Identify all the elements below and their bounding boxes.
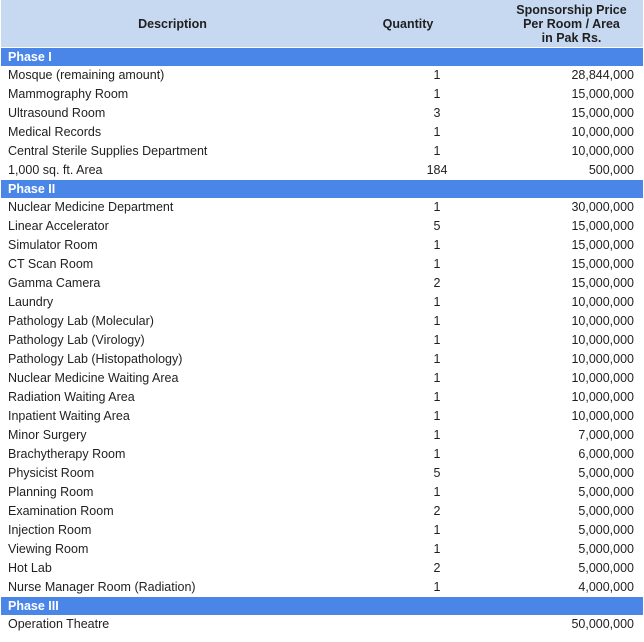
table-row: [1, 502, 643, 521]
table-row: [1, 426, 643, 445]
row-price: 10,000,000: [472, 388, 643, 407]
row-quantity: 5: [344, 464, 472, 483]
row-description: Nurse Manager Room (Radiation): [1, 578, 344, 597]
row-price: 10,000,000: [472, 123, 643, 142]
row-price: 5,000,000: [472, 464, 643, 483]
row-description: Laundry: [1, 293, 344, 312]
row-description: Inpatient Waiting Area: [1, 407, 344, 426]
row-quantity: 1: [344, 407, 472, 426]
table-row: [1, 293, 643, 312]
table-row: [1, 123, 643, 142]
row-quantity: 1: [344, 255, 472, 274]
row-price: 30,000,000: [472, 198, 643, 217]
row-quantity: 184: [344, 161, 472, 180]
table-body: [1, 48, 643, 634]
table-row: [1, 255, 643, 274]
table-row: [1, 142, 643, 161]
row-quantity: 1: [344, 388, 472, 407]
row-price: 10,000,000: [472, 331, 643, 350]
table-row: [1, 66, 643, 85]
table-row: [1, 615, 643, 634]
row-price: 15,000,000: [472, 274, 643, 293]
table-row: [1, 521, 643, 540]
row-quantity: 2: [344, 502, 472, 521]
phase-title: Phase I: [1, 48, 643, 67]
row-description: 1,000 sq. ft. Area: [1, 161, 344, 180]
row-description: Brachytherapy Room: [1, 445, 344, 464]
table-row: [1, 85, 643, 104]
row-quantity: 1: [344, 142, 472, 161]
phase-title: Phase III: [1, 597, 643, 616]
table-row: [1, 217, 643, 236]
row-description: Injection Room: [1, 521, 344, 540]
row-price: 5,000,000: [472, 540, 643, 559]
row-price: 15,000,000: [472, 104, 643, 123]
row-description: Physicist Room: [1, 464, 344, 483]
row-quantity: 3: [344, 104, 472, 123]
row-price: 10,000,000: [472, 312, 643, 331]
table-row: [1, 104, 643, 123]
row-price: 500,000: [472, 161, 643, 180]
table-row: [1, 559, 643, 578]
row-price: 4,000,000: [472, 578, 643, 597]
row-quantity: 1: [344, 426, 472, 445]
description-header: Description: [1, 0, 344, 48]
row-quantity: 1: [344, 369, 472, 388]
table-row: [1, 331, 643, 350]
row-price: 10,000,000: [472, 293, 643, 312]
row-quantity: 2: [344, 559, 472, 578]
row-quantity: 1: [344, 521, 472, 540]
phase-header-row: [1, 48, 643, 67]
row-description: Operation Theatre: [1, 615, 344, 634]
row-description: Planning Room: [1, 483, 344, 502]
row-quantity: 1: [344, 483, 472, 502]
table-row: [1, 369, 643, 388]
row-price: 5,000,000: [472, 559, 643, 578]
row-price: 15,000,000: [472, 217, 643, 236]
row-price: 7,000,000: [472, 426, 643, 445]
row-quantity: 1: [344, 540, 472, 559]
table-header-row: [1, 0, 643, 48]
row-description: CT Scan Room: [1, 255, 344, 274]
table-row: [1, 350, 643, 369]
row-description: Medical Records: [1, 123, 344, 142]
row-quantity: 1: [344, 236, 472, 255]
row-price: 5,000,000: [472, 483, 643, 502]
row-description: Linear Accelerator: [1, 217, 344, 236]
row-description: Nuclear Medicine Waiting Area: [1, 369, 344, 388]
row-price: 10,000,000: [472, 407, 643, 426]
row-description: Pathology Lab (Virology): [1, 331, 344, 350]
row-description: Pathology Lab (Histopathology): [1, 350, 344, 369]
row-quantity: 1: [344, 445, 472, 464]
row-description: Ultrasound Room: [1, 104, 344, 123]
row-description: Radiation Waiting Area: [1, 388, 344, 407]
phase-header-row: [1, 597, 643, 616]
row-description: Examination Room: [1, 502, 344, 521]
phase-header-row: [1, 180, 643, 199]
table-row: [1, 464, 643, 483]
row-price: 10,000,000: [472, 369, 643, 388]
row-description: Minor Surgery: [1, 426, 344, 445]
sponsorship-table: [1, 0, 643, 634]
table-row: [1, 161, 643, 180]
row-quantity: 1: [344, 578, 472, 597]
row-price: 5,000,000: [472, 502, 643, 521]
quantity-header: Quantity: [344, 0, 472, 48]
row-quantity: 5: [344, 217, 472, 236]
price-header-line2: Per Room / Area: [523, 16, 620, 31]
table-row: [1, 236, 643, 255]
row-quantity: 1: [344, 66, 472, 85]
row-quantity: 2: [344, 274, 472, 293]
table-row: [1, 578, 643, 597]
price-header-line1: Sponsorship Price: [516, 2, 627, 17]
row-description: Mammography Room: [1, 85, 344, 104]
row-quantity: 1: [344, 293, 472, 312]
table-row: [1, 445, 643, 464]
row-description: Central Sterile Supplies Department: [1, 142, 344, 161]
price-header: [472, 0, 643, 48]
row-price: 28,844,000: [472, 66, 643, 85]
row-quantity: [344, 615, 472, 634]
row-description: Nuclear Medicine Department: [1, 198, 344, 217]
row-price: 50,000,000: [472, 615, 643, 634]
row-price: 6,000,000: [472, 445, 643, 464]
row-description: Simulator Room: [1, 236, 344, 255]
row-quantity: 1: [344, 198, 472, 217]
table-row: [1, 312, 643, 331]
row-description: Pathology Lab (Molecular): [1, 312, 344, 331]
row-quantity: 1: [344, 85, 472, 104]
table-row: [1, 388, 643, 407]
row-price: 10,000,000: [472, 142, 643, 161]
row-description: Gamma Camera: [1, 274, 344, 293]
row-description: Hot Lab: [1, 559, 344, 578]
row-price: 15,000,000: [472, 85, 643, 104]
row-description: Mosque (remaining amount): [1, 66, 344, 85]
row-description: Viewing Room: [1, 540, 344, 559]
row-price: 10,000,000: [472, 350, 643, 369]
price-header-line3: in Pak Rs.: [541, 30, 602, 45]
table-row: [1, 540, 643, 559]
table-row: [1, 198, 643, 217]
row-price: 15,000,000: [472, 255, 643, 274]
row-price: 5,000,000: [472, 521, 643, 540]
row-quantity: 1: [344, 350, 472, 369]
table-row: [1, 407, 643, 426]
row-quantity: 1: [344, 312, 472, 331]
row-price: 15,000,000: [472, 236, 643, 255]
table-row: [1, 483, 643, 502]
phase-title: Phase II: [1, 180, 643, 199]
row-quantity: 1: [344, 123, 472, 142]
table-row: [1, 274, 643, 293]
row-quantity: 1: [344, 331, 472, 350]
